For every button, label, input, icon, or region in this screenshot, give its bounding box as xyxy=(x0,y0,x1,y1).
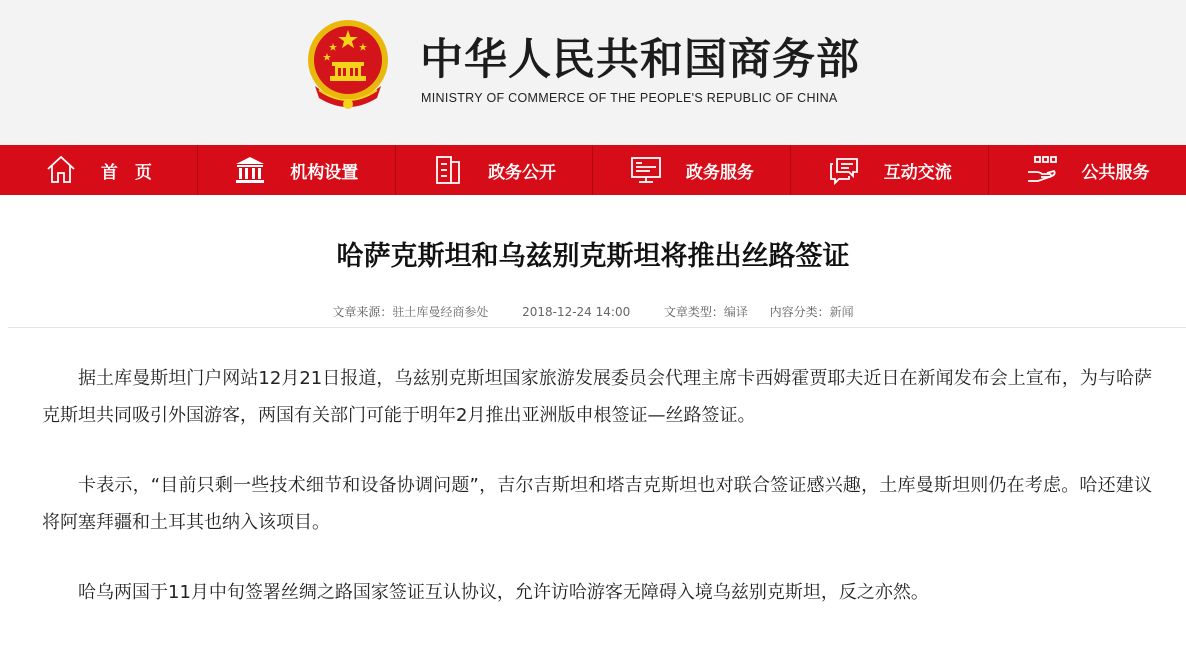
source-value: 驻土库曼经商参处 xyxy=(392,305,489,319)
document-icon xyxy=(432,154,464,186)
article-body xyxy=(42,360,1152,644)
divider xyxy=(8,327,1186,328)
monitor-icon xyxy=(630,154,662,186)
nav-label-public-services: 公共服务 xyxy=(1081,162,1150,183)
top-banner xyxy=(0,0,1186,145)
nav-item-public-services[interactable] xyxy=(989,145,1186,195)
category-label: 内容分类： xyxy=(769,305,830,319)
nav-label-government-affairs: 政务公开 xyxy=(488,162,557,183)
nav-item-home[interactable] xyxy=(0,145,198,195)
chat-icon xyxy=(828,154,860,186)
nav-item-government-services[interactable] xyxy=(593,145,791,195)
source-label: 文章来源： xyxy=(332,305,393,319)
article-meta xyxy=(0,303,1186,320)
article-paragraph: 卡表示，“目前只剩一些技术细节和设备协调问题”，吉尔吉斯坦和塔吉克斯坦也对联合签证感兴趣，土库曼斯坦则仍在考虑。哈还建议将阿塞拜疆和土耳其也纳入该项目。 xyxy=(42,475,1152,533)
home-icon xyxy=(45,154,77,186)
nav-label-interaction: 互动交流 xyxy=(883,162,952,183)
article-paragraph: 哈乌两国于11月中旬签署丝绸之路国家签证互认协议，允许访哈游客无障碍入境乌兹别克斯坦，反之亦然。 xyxy=(78,582,929,603)
type-value: 编译 xyxy=(723,305,748,319)
nav-label-government-services: 政务服务 xyxy=(685,162,754,183)
type-label: 文章类型： xyxy=(663,305,724,319)
site-subtitle: MINISTRY OF COMMERCE OF THE PEOPLE'S REPUBLIC OF CHINA xyxy=(421,91,838,105)
article-title: 哈萨克斯坦和乌兹别克斯坦将推出丝路签证 xyxy=(336,241,850,272)
site-title[interactable]: 中华人民共和国商务部 xyxy=(420,35,860,85)
service-hand-icon xyxy=(1026,154,1058,186)
article-paragraph: 据土库曼斯坦门户网站12月21日报道，乌兹别克斯坦国家旅游发展委员会代理主席卡西姆霍贾耶夫近日在新闻发布会上宣布，为与哈萨克斯坦共同吸引外国游客，两国有关部门可能于明年2月推出亚洲版申根签证—丝路签证。 xyxy=(42,368,1152,426)
main-nav xyxy=(0,145,1186,195)
nav-label-organization: 机构设置 xyxy=(290,162,359,183)
building-icon xyxy=(234,154,266,186)
publish-date: 2018-12-24 14:00 xyxy=(522,305,631,319)
category-value: 新闻 xyxy=(829,305,854,319)
nav-item-organization[interactable] xyxy=(198,145,396,195)
nav-item-government-affairs[interactable] xyxy=(396,145,594,195)
nav-item-interaction[interactable] xyxy=(791,145,989,195)
nav-label-home: 首 页 xyxy=(100,162,152,183)
national-emblem-icon[interactable] xyxy=(305,16,391,112)
